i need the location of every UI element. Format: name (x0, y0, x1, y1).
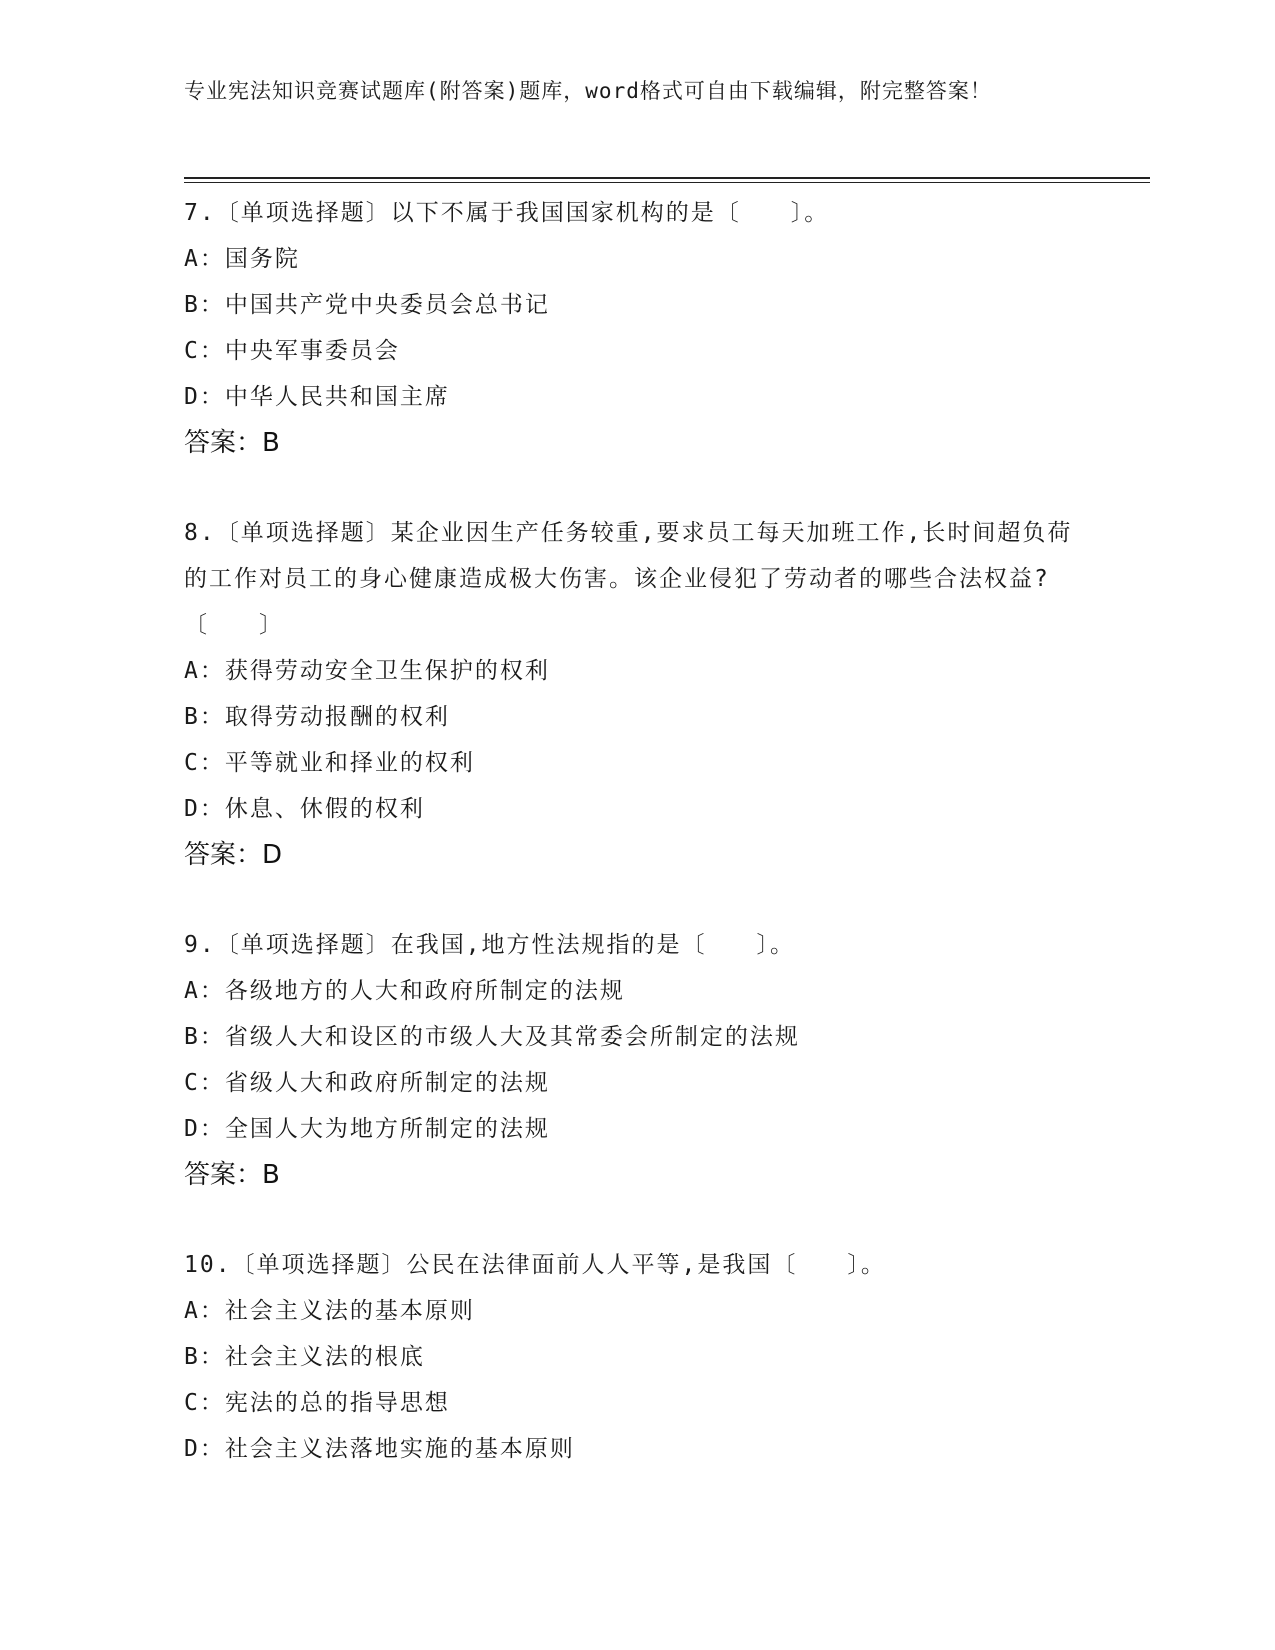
question-stem: 8.〔单项选择题〕某企业因生产任务较重,要求员工每天加班工作,长时间超负荷的工作对员工的身心健康造成极大伤害。该企业侵犯了劳动者的哪些合法权益?〔 〕 (184, 520, 1073, 638)
answer-line: 答案：B (184, 428, 280, 458)
option-b: B：取得劳动报酬的权利 (184, 704, 450, 730)
document-header: 专业宪法知识竞赛试题库(附答案)题库，word格式可自由下载编辑，附完整答案！ (184, 79, 992, 103)
question-stem: 9.〔单项选择题〕在我国,地方性法规指的是〔 〕。 (184, 932, 796, 958)
option-b: B：中国共产党中央委员会总书记 (184, 292, 550, 318)
option-b: B：社会主义法的根底 (184, 1344, 425, 1370)
header-rule-thin (184, 182, 1150, 183)
answer-line: 答案：D (184, 840, 283, 870)
option-a: A：获得劳动安全卫生保护的权利 (184, 658, 550, 684)
option-a: A：社会主义法的基本原则 (184, 1298, 475, 1324)
option-a: A：国务院 (184, 246, 300, 272)
question-list (184, 190, 1084, 1516)
option-b: B：省级人大和设区的市级人大及其常委会所制定的法规 (184, 1024, 800, 1050)
question-10 (184, 1242, 1084, 1472)
option-d: D：全国人大为地方所制定的法规 (184, 1116, 550, 1142)
question-8 (184, 510, 1084, 878)
header-rule-thick (184, 177, 1150, 179)
question-stem: 10.〔单项选择题〕公民在法律面前人人平等,是我国〔 〕。 (184, 1252, 886, 1278)
question-9 (184, 922, 1084, 1198)
question-7 (184, 190, 1084, 466)
option-c: C：宪法的总的指导思想 (184, 1390, 450, 1416)
option-c: C：中央军事委员会 (184, 338, 400, 364)
option-d: D：中华人民共和国主席 (184, 384, 450, 410)
option-d: D：社会主义法落地实施的基本原则 (184, 1436, 575, 1462)
option-a: A：各级地方的人大和政府所制定的法规 (184, 978, 625, 1004)
answer-line: 答案：B (184, 1160, 280, 1190)
option-c: C：省级人大和政府所制定的法规 (184, 1070, 550, 1096)
option-d: D：休息、休假的权利 (184, 796, 425, 822)
question-stem: 7.〔单项选择题〕以下不属于我国国家机构的是〔 〕。 (184, 200, 830, 226)
option-c: C：平等就业和择业的权利 (184, 750, 475, 776)
